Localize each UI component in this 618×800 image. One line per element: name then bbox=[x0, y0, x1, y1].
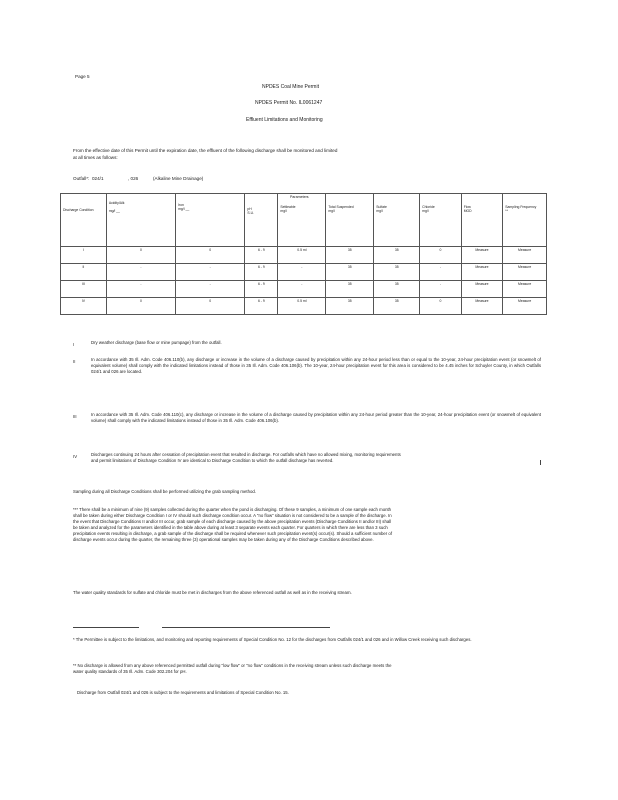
header-acidity: Acidity/Alk mg/l __ bbox=[106, 194, 175, 247]
cell-condition: I bbox=[61, 247, 107, 264]
cell-acidity: - bbox=[106, 264, 175, 281]
cell-frequency: Measure bbox=[503, 264, 547, 281]
cell-ph: 6 - 9 bbox=[245, 247, 278, 264]
header-chloride: Chloride mg/l bbox=[420, 194, 462, 247]
cell-flow: Measure bbox=[461, 247, 503, 264]
condition-number: III bbox=[73, 414, 77, 419]
cell-sulfate: 35 bbox=[374, 247, 420, 264]
cell-ph: 6 - 9 bbox=[245, 281, 278, 298]
table-row bbox=[61, 247, 547, 264]
cell-iron: - bbox=[176, 264, 245, 281]
table-row bbox=[61, 281, 547, 298]
footnote-no-flow: ** No discharge is allowed from any above referenced permitted outfall during "low flow" or "no flow" conditions in the receiving stream unless such discharge meets the water quality standards of 35 Ill. Adm. Code 302.204 for pH. bbox=[73, 663, 392, 674]
header-sampling-frequency: Sampling Frequency ** bbox=[503, 194, 547, 247]
effluent-limits-table bbox=[60, 193, 547, 315]
condition-text: In accordance with 35 Ill. Adm. Code 406.110(b), any discharge or increase in the volume of a discharge caused by precipitation within any 24-hour period less than or equal to the 10-year, 24-hour precipitation event (or snowmelt of equivalent volume) shall comply with the indicated limitations instead of those in 35 Ill. Adm. Code 406.106(b). The 10-year, 24-hour precipitation event for this area is considered to be 4.45 inches for Schuyler County, in which Outfalls 024/1 and 026 are located. bbox=[91, 357, 541, 374]
cell-chloride: 0 bbox=[420, 298, 462, 315]
cell-condition: III bbox=[61, 281, 107, 298]
signature-rule-left bbox=[73, 627, 139, 628]
intro-line-2: at all times as follows: bbox=[73, 155, 118, 160]
sampling-method-line: Sampling during all Discharge Conditions shall be performed utilizing the grab sampling method. bbox=[73, 489, 256, 494]
cell-settleable: 0.5 ml bbox=[278, 247, 326, 264]
outfall-number-1: 024/1 bbox=[92, 176, 104, 181]
cell-condition: IV bbox=[61, 298, 107, 315]
table-header-row bbox=[61, 194, 547, 247]
intro-line-1: From the effective date of this Permit until the expiration date, the effluent of the following discharge shall be monitored and limited bbox=[73, 148, 338, 153]
header-discharge-condition: Discharge Condition bbox=[61, 194, 107, 247]
cell-tss: 35 bbox=[326, 247, 374, 264]
cell-iron: 0 bbox=[176, 298, 245, 315]
water-quality-note: The water quality standards for sulfate and chloride must be met in discharges from the above referenced outfall as well as in the receiving stream. bbox=[73, 590, 352, 595]
cell-tss: 35 bbox=[326, 264, 374, 281]
cell-sulfate: 35 bbox=[374, 264, 420, 281]
cell-acidity: - bbox=[106, 281, 175, 298]
cell-settleable: - bbox=[278, 281, 326, 298]
condition-number: I bbox=[73, 342, 75, 347]
cell-condition: II bbox=[61, 264, 107, 281]
cell-iron: 0 bbox=[176, 247, 245, 264]
header-ph: pH S.U. bbox=[245, 194, 278, 247]
cell-chloride: - bbox=[420, 281, 462, 298]
signature-rule-right bbox=[162, 627, 330, 628]
outfall-label: Outfall*: bbox=[73, 176, 90, 181]
cell-iron: - bbox=[176, 281, 245, 298]
outfall-description: (Alkaline Mine Drainage) bbox=[153, 176, 204, 181]
cell-settleable: - bbox=[278, 264, 326, 281]
table-row bbox=[61, 298, 547, 315]
header-iron: Iron mg/l __ bbox=[176, 194, 245, 247]
condition-text: In accordance with 35 Ill. Adm. Code 406.110(c), any discharge or increase in the volume of a discharge caused by precipitation within any 24-hour period greater than the 10-year, 24-hour precipitation event (or snowmelt of equivalent volume) shall comply with the indicated limitations instead of those in 35 Ill. Adm. Code 406.106(b). bbox=[91, 412, 541, 423]
condition-number: II bbox=[73, 359, 76, 364]
header-line-1: NPDES Coal Mine Permit bbox=[262, 84, 319, 90]
condition-number: IV bbox=[73, 454, 78, 459]
footnote-special-condition-15: Discharge from Outfall 024/1 and 026 is subject to the requirements and limitations of Special Condition No. 15. bbox=[77, 690, 289, 695]
cell-sulfate: 35 bbox=[374, 281, 420, 298]
condition-text: Dry weather discharge (base flow or mine pumpage) from the outfall. bbox=[91, 340, 222, 345]
parameters-label: Parameters bbox=[290, 195, 309, 199]
cell-acidity: 0 bbox=[106, 247, 175, 264]
condition-text: Discharges continuing 24 hours after cessation of precipitation event that resulted in discharge. For outfalls which have no allowed mixing, monitoring requirements and permit limitations of Discharge Condition IV are identical to Discharge Condition to which the outfall discharge has reverted. bbox=[91, 452, 401, 463]
header-tss: Total Suspended mg/l bbox=[326, 194, 374, 247]
cell-frequency: Measure bbox=[503, 281, 547, 298]
sample-count-note: *** There shall be a minimum of nine (9) samples collected during the quarter when the pond is discharging. Of these 9 samples, a minimum of one sample each month shall be taken during either Discharge Condition I or IV should such discharge condition occur. A "no flow" situation is not considered to be a sample of the discharge. In the event that Discharge Conditions II and/or III occur, grab sample of each discharge caused by the above precipitation events (Discharge Conditions II and/or III) shall be taken and analyzed for the parameters identified in the table above during at least 3 separate events each quarter. For quarters in which there are less than 3 such precipitation events resulting in discharge, a grab sample of the discharge shall be required whenever such precipitation event(s) occur(s). Should a sufficient number of discharge events occur during the quarter, the remaining three (3) operational samples may be taken during any of the Discharge Conditions described above. bbox=[73, 507, 393, 542]
cell-ph: 6 - 9 bbox=[245, 298, 278, 315]
cell-frequency: Measure bbox=[503, 298, 547, 315]
cell-tss: 35 bbox=[326, 281, 374, 298]
cell-flow: Measure bbox=[461, 281, 503, 298]
page-label: Page 5 bbox=[75, 74, 90, 79]
margin-mark bbox=[540, 460, 541, 465]
cell-sulfate: 35 bbox=[374, 298, 420, 315]
cell-frequency: Measure bbox=[503, 247, 547, 264]
table-row bbox=[61, 264, 547, 281]
outfall-number-2: , 026 bbox=[128, 176, 139, 181]
cell-flow: Measure bbox=[461, 264, 503, 281]
header-settleable: Settleable mg/l bbox=[278, 194, 326, 247]
header-line-3: Effluent Limitations and Monitoring bbox=[246, 117, 323, 123]
footnote-special-condition-12: * The Permittee is subject to the limitations, and monitoring and reporting requirements of Special Condition No. 12 for the discharges from Outfalls 024/1 and 026 and in Willow Creek receiving such discharges. bbox=[73, 637, 472, 642]
cell-chloride: - bbox=[420, 264, 462, 281]
cell-ph: 6 - 9 bbox=[245, 264, 278, 281]
cell-flow: Measure bbox=[461, 298, 503, 315]
cell-settleable: 0.5 ml bbox=[278, 298, 326, 315]
header-flow: Flow MGD bbox=[461, 194, 503, 247]
cell-chloride: 0 bbox=[420, 247, 462, 264]
header-line-2: NPDES Permit No. IL0061247 bbox=[255, 100, 323, 106]
cell-tss: 35 bbox=[326, 298, 374, 315]
cell-acidity: 0 bbox=[106, 298, 175, 315]
header-sulfate: Sulfate mg/l bbox=[374, 194, 420, 247]
